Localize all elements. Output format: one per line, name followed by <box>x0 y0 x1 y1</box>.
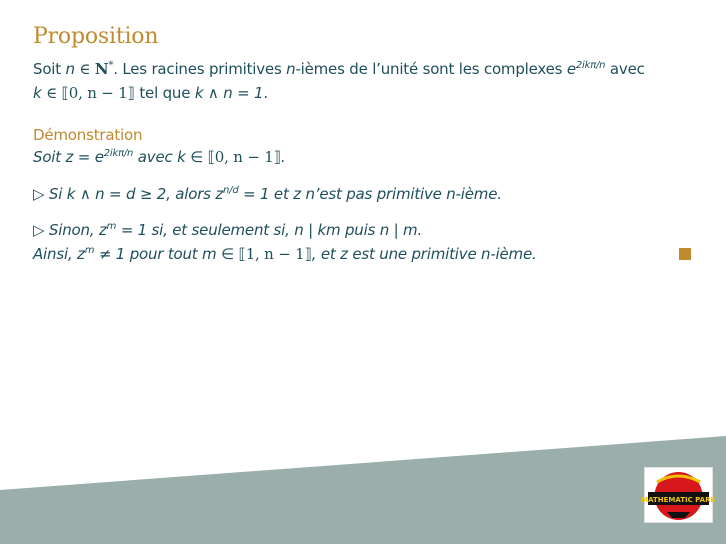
math-interval: ⟦1, n − 1⟧ <box>238 245 312 263</box>
math-interval: ⟦0, n − 1⟧ <box>207 148 281 166</box>
text-fragment: ▷ Si k ∧ n = d ≥ 2, alors z <box>33 185 224 203</box>
math-var: n <box>286 60 296 78</box>
math-exponent: 2ikπ/n <box>103 148 134 159</box>
text-fragment: . <box>280 148 286 166</box>
slide-title: Proposition <box>33 24 159 49</box>
logo-graphic <box>641 468 716 522</box>
text-fragment: Soit z = e <box>33 148 104 166</box>
text-fragment: ▷ Sinon, z <box>33 221 107 239</box>
text-fragment: avec k ∈ <box>133 148 208 166</box>
text-fragment: , et z est une primitive n-ième. <box>311 245 537 263</box>
text-fragment: ≠ 1 pour tout m ∈ <box>94 245 239 263</box>
math-var: e <box>566 60 576 78</box>
text-fragment: = 1 si, et seulement si, n | km puis n | m. <box>116 221 423 239</box>
text-fragment: tel que <box>134 84 195 102</box>
math-exponent: * <box>108 60 114 71</box>
math-symbol: ∈ <box>74 60 95 78</box>
mathematic-park-logo <box>641 467 716 523</box>
demonstration-label: Démonstration <box>33 126 143 144</box>
text-fragment: -ièmes de l’unité sont les complexes <box>295 60 567 78</box>
footer-band-shape <box>0 436 726 544</box>
text-fragment: . <box>263 84 268 102</box>
text-fragment: = 1 et z n’est pas primitive n-ième. <box>238 185 502 203</box>
math-exponent: m <box>106 221 117 232</box>
text-fragment: avec <box>605 60 645 78</box>
math-var: n <box>65 60 75 78</box>
text-fragment: . Les racines primitives <box>113 60 287 78</box>
math-exponent: 2ikπ/n <box>575 60 606 71</box>
math-set-N: N <box>94 60 109 78</box>
logo-text: MATHEMATIC PARK <box>641 496 716 504</box>
math-var: k <box>33 84 42 102</box>
math-condition: k ∧ n = 1 <box>194 84 264 102</box>
math-exponent: n/d <box>223 185 239 196</box>
math-symbol: ∈ <box>41 84 62 102</box>
text-fragment: Soit <box>33 60 66 78</box>
math-interval: ⟦0, n − 1⟧ <box>61 84 135 102</box>
math-exponent: m <box>84 245 95 256</box>
text-fragment: Ainsi, z <box>33 245 85 263</box>
